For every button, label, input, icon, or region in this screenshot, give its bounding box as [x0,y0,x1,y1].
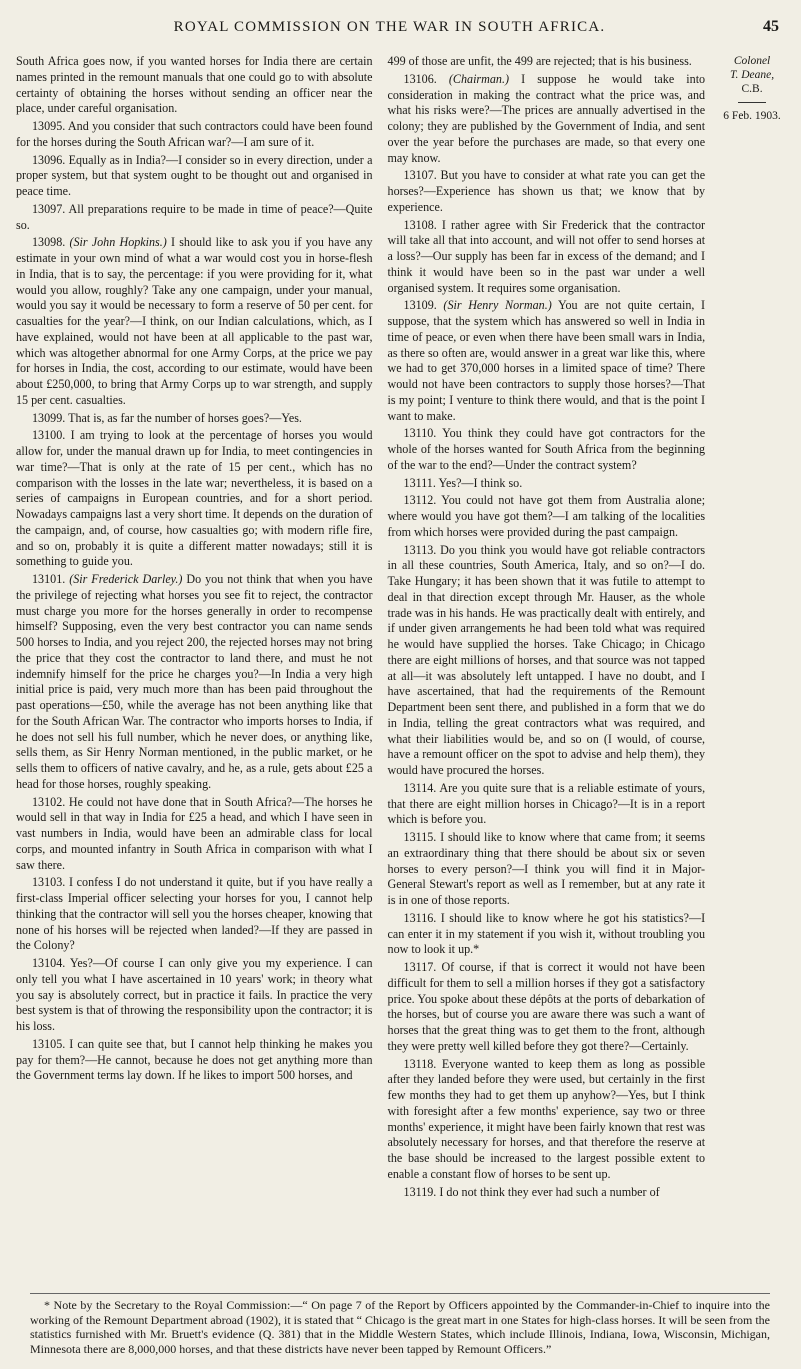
question-number: 13104. [32,956,66,970]
paragraph-text: I should like to know where that came from; it seems an extraordinary thing that there should be about six or seven horses to every person?—I think you will find it in Major-General Stewart's report as well as I remember, but at any rate it is in one of those reports. [387,830,706,907]
testimony-paragraph [388,960,706,1055]
testimony-paragraph [16,202,373,234]
page-header [16,18,789,44]
testimony-paragraph [388,493,706,540]
paragraph-text: Do you think you would have got reliable contractors in all these countries, South America, Italy, and so on?—I do. Take Hungary; it has been shown that it was futile to attempt to deal in that direction except through Mr. Hauser, as the whole trade was in his hands. He was practically dealt with entirely, and if under given arrangements he had been told what was required he would have supplied the horses. Take Chicago; in Chicago there are eight millions of horses, and that source was not tapped at all—it was absolutely left untapped. I have no doubt, and I have ascertained, that had the requirements of the Remount Department been sent there, and published in a form that we do in India, telling the great contractors what was required, and what their liabilities would be, and so on (I would, of course, have a remount officer on the spot to advise and help them), they would have procured the horses. [387,542,706,777]
testimony-paragraph [16,411,373,427]
testimony-paragraph [16,572,373,793]
testimony-paragraph [388,543,706,779]
paragraph-text: Yes?—I think so. [438,475,523,490]
speaker-name: (Chairman.) [448,71,510,86]
testimony-paragraph [388,168,706,215]
footnote: * Note by the Secretary to the Royal Commission:—“ On page 7 of the Report by Officers appointed by the Commander-in-Chief to inquire into the working of the Remount Department abroad (1902), it is stated that “ Chicago is the great mart in one States for high-class horses. It will be seen from the statistics furnished with Mr. Bruett's evidence (Q. 381) that in the Middle Western States, which include Illinois, Indiana, Iowa, Wisconsin, Michigan, Minnesota there are 8,000,000 horses, and that these districts have never been tapped by Remount Officers.” [30,1293,770,1356]
testimony-paragraph [388,911,706,958]
testimony-paragraph [16,956,373,1035]
paragraph-text: You are not quite certain, I suppose, that the system which has answered so well in India in time of peace, or even when there have been small wars in India, as there so often are, would answer in a great war like this, where we had to get 370,000 horses in a limited space of time? There would not have been contractors to supply those horses?—That is my point; I venture to think there would, and that is the point I want to make. [387,298,706,423]
question-number: 13108. [403,217,437,232]
question-number: 13112. [403,493,437,508]
testimony-paragraph [16,428,373,570]
paragraph-text: But you have to consider at what rate you can get the horses?—Experience has shown us that; we know that by experience. [387,168,706,214]
paragraph-text: Are you quite sure that is a reliable estimate of yours, that there are eight million horses in Chicago?—It is in a report which is before you. [387,780,706,827]
testimony-paragraph [16,119,373,151]
testimony-paragraph [388,781,706,828]
testimony-paragraph [16,1037,373,1084]
paragraph-text: That is, as far the number of horses goes?—Yes. [68,410,302,425]
testimony-paragraph [388,1057,706,1183]
question-number: 13106. [403,71,437,86]
testimony-paragraph [16,795,373,874]
speaker-name: (Sir John Hopkins.) [69,235,167,250]
margin-post: C.B. [741,83,763,95]
paragraph-text: Everyone wanted to keep them as long as possible after they landed before they were used, but certainly in the first few months they had to get them up anyhow?—Yes, but I think with foresight after a few months' experience, say two or three months' experience, it might have been fairly known that rest was absolutely necessary for horses, and that therefore the reserve at the base should be increased to the largest possible extent to enable a constant flow of horses to be sent up. [387,1056,706,1181]
testimony-paragraph [388,298,706,424]
paragraph-text: He could not have done that in South Africa?—The horses he would sell in that way in India for £25 a head, and which I have seen in vast numbers in India, would have been an admirable class for local corps, and mounted infantry in South Africa in comparison with what I saw there. [16,794,373,872]
paragraph-text: And you consider that such contractors could have been found for the horses during the South African war?—I am sure of it. [16,119,373,149]
left-column [16,54,373,1202]
margin-note [705,54,789,1202]
testimony-paragraph [16,54,373,117]
speaker-name: (Sir Henry Norman.) [443,298,552,313]
testimony-paragraph [16,875,373,954]
testimony-paragraph [16,235,373,408]
page-number: 45 [763,18,779,35]
question-number: 13097. [32,201,66,216]
question-number: 13110. [403,426,437,441]
paragraph-text: Do you not think that when you have the privilege of rejecting what horses you see fit to reject, the contractor must charge you more for the horses generally in order to recompense himself? Supposing, even the very best contractor you can name sends 500 horses to India, and you reject 200, the rejected horses may not bring the price that they cost the contractor to land there, and must he not indemnify himself for the price he charges you?—In India a very high initial price is paid, very much more than has been paid throughout the past operations—£50, while the average has not been anything like that for the South African War. The contractor who imports horses to India, if he does not sell his full number, which he never does, or anything like, sells them, as Sir Henry Norman mentioned, in the public market, or he sells them to officers of native cavalry, and he, as a rule, gets about £25 a head for those horses, roughly speaking. [16,572,373,791]
margin-name: T. Deane, [729,69,775,81]
testimony-paragraph [388,830,706,909]
paragraph-text: I can quite see that, but I cannot help thinking he makes you pay for them?—He cannot, because he does not get anything more than the Government terms lay down. If he likes to import 500 horses, and [16,1036,373,1083]
testimony-paragraph [388,54,706,70]
testimony-paragraph [388,1185,706,1201]
testimony-paragraph [388,218,706,297]
question-number: 13099. [32,410,66,425]
speaker-name: (Sir Frederick Darley.) [69,572,183,586]
testimony-paragraph [388,426,706,473]
question-number: 13113. [403,542,437,557]
question-number: 13101. [32,572,66,586]
paragraph-text: South Africa goes now, if you wanted horses for India there are certain names printed in the remount manuals that one could go to with absolute certainty of obtaining the horses without sending an officer near the place, under careful organisation. [16,54,373,116]
paragraph-text: I confess I do not understand it quite, but if you have really a first-class Imperial officer selecting your horses for you, I cannot help thinking that the contractor will sell you the horses cheaper, knowing that none of his horses will be rejected when landed?—If they are passed in the Colony? [16,875,373,953]
question-number: 13107. [403,168,437,183]
question-number: 13102. [32,794,66,809]
question-number: 13114. [403,780,437,795]
page-body [16,54,789,1202]
running-head: ROYAL COMMISSION ON THE WAR IN SOUTH AFRICA. [173,19,606,35]
testimony-paragraph [388,476,706,492]
margin-divider [738,102,766,103]
paragraph-text: All preparations require to be made in time of peace?—Quite so. [16,201,373,232]
paragraph-text: You could not have got them from Australia alone; where would you have got them?—I am talking of the localities from which horses were provided during the past campaign. [387,493,706,539]
paragraph-text: I do not think they ever had such a number of [439,1184,660,1199]
question-number: 13095. [32,119,66,133]
question-number: 13100. [32,428,66,443]
testimony-paragraph [16,153,373,200]
paragraph-text: I rather agree with Sir Frederick that the contractor will take all that into account, and will not offer to send horses at a loss?—Our supply has been far in excess of the demand; and I think it would have been so in the past war under a well organised system. It requires some organisation. [387,217,706,295]
paragraph-text: I should like to know where he got his statistics?—I can enter it in my statement if you wish it, without troubling you now to look it up.* [387,910,706,957]
paragraph-text: Equally as in India?—I consider so in every direction, under a proper system, but that system ought to be thought out and organised in peace time. [16,152,373,198]
margin-title: Colonel [733,55,771,67]
paragraph-text: Of course, if that is correct it would not have been difficult for them to sell a million horses if they got a satisfactory price. You spoke about these dépôts at the ports of debarkation of the horses, but of course you are aware there was such a want of horses that the great thing was to get them to the front, although they were pretty well killed before they got there?—Certainly. [387,960,706,1053]
right-column [388,54,706,1202]
question-number: 13111. [403,475,436,490]
question-number: 13115. [403,830,437,844]
paragraph-text: I should like to ask you if you have any estimate in your own mind of what a war would cost you in horse-flesh in India, that is to say, the percentage: if you were providing for it, what would you allow, roughly? Take any one campaign, under your manual, would you say it would be necessary to form a reserve of 50 per cent. for casualties for the year?—I think, on our Indian calculations, which, as I have explained, would not have been at all applicable to the past war, which was altogether abnormal for one Army Corps, at the price we pay for horses in India, the cost, according to our estimate, would have been about £250,000, to bring that Army Corps up to war strength, and supply 15 per cent. casualties. [16,235,373,407]
question-number: 13096. [32,152,66,167]
paragraph-text: Yes?—Of course I can only give you my experience. I can only tell you what I have ascertained in 10 years' work; in theory what you say is absolutely correct, but in practice it fails. In practice the very best system is that of throwing the responsibility upon the contractor; it is his loss. [16,956,373,1033]
paragraph-text: I am trying to look at the percentage of horses you would allow for, under the manual drawn up for India, to meet contingencies in war time?—That is only at the rate of 15 per cent., which has no comparison with the losses in the late war; nevertheless, it is based on a series of campaigns in European countries, and for a short period. Nowadays campaigns last a very short time. It depends on the duration of the campaign, and, of course, how casualties go; with modern rifle fire, and so on, probably it is quite a different matter nowadays; still it is something to guide you. [16,428,373,569]
paragraph-text: I suppose he would take into consideration in making the contract what the price was, and what his risks were?—The prices are annually advertised in the colony; they are published by the Government of India, and sent over the year before the purchases are made, so that every one may know. [387,71,706,165]
question-number: 13117. [403,960,437,974]
question-number: 13098. [32,235,66,250]
margin-date: 6 Feb. 1903. [723,110,781,122]
question-number: 13109. [403,298,437,313]
question-number: 13116. [403,910,437,925]
testimony-paragraph [388,72,706,167]
paragraph-text: You think they could have got contractors for the whole of the horses wanted for South Africa from the beginning of the war to the end?—Under the contract system? [387,426,706,472]
question-number: 13105. [32,1036,66,1051]
question-number: 13118. [403,1056,437,1071]
question-number: 13119. [403,1184,437,1199]
question-number: 13103. [32,875,66,890]
paragraph-text: 499 of those are unfit, the 499 are rejected; that is his business. [387,54,692,68]
